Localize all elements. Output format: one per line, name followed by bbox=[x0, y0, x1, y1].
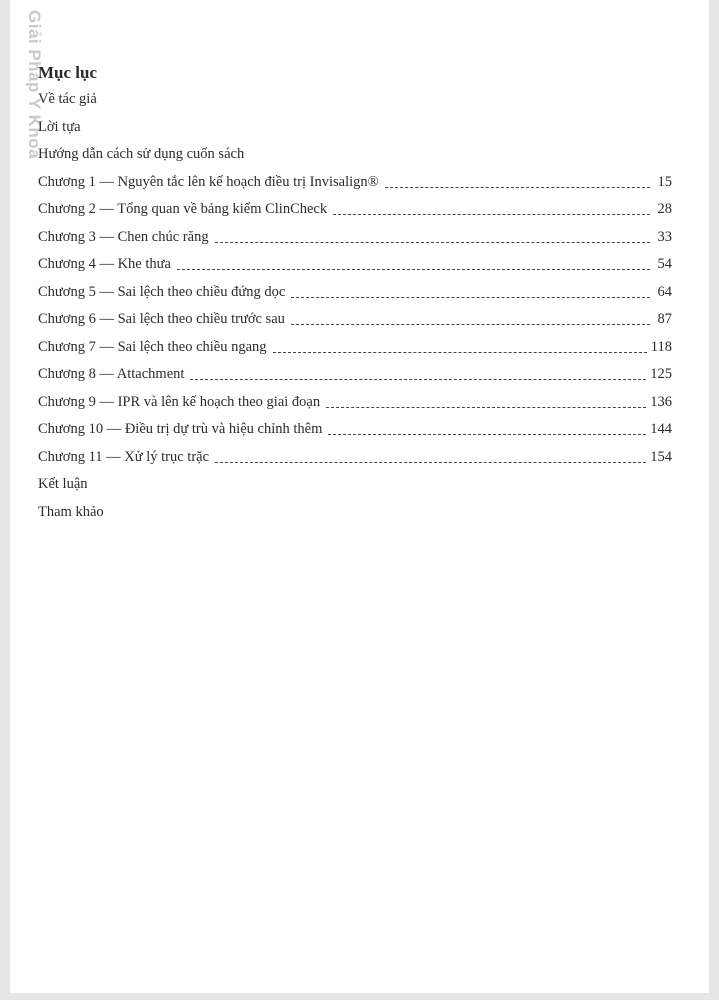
toc-entry-label: Chương 5 — Sai lệch theo chiều đứng dọc bbox=[38, 283, 286, 300]
toc-entry-conclusion bbox=[38, 471, 672, 499]
toc-entry-label: Về tác giả bbox=[38, 91, 97, 107]
toc-entry-page: 154 bbox=[650, 448, 672, 465]
toc-entry-page: 87 bbox=[657, 311, 672, 327]
toc-entry-chapter-10 bbox=[38, 416, 672, 444]
toc-entry-chapter-6 bbox=[38, 306, 672, 334]
document-page bbox=[10, 0, 709, 993]
toc-entry-page: 125 bbox=[650, 366, 672, 382]
toc-entry-page: 64 bbox=[657, 283, 672, 300]
toc-entry-label: Chương 6 — Sai lệch theo chiều trước sau bbox=[38, 311, 285, 327]
toc-entry-label: Chương 2 — Tổng quan về bảng kiểm ClinCheck bbox=[38, 201, 328, 217]
toc-entry-label: Chương 9 — IPR và lên kế hoạch theo giai đoạn bbox=[38, 393, 321, 410]
toc-entry-page: 118 bbox=[650, 338, 672, 355]
toc-entry-chapter-1 bbox=[38, 169, 672, 197]
toc-entry-chapter-9 bbox=[38, 389, 672, 417]
toc-entry-chapter-2 bbox=[38, 196, 672, 224]
toc-entry-chapter-8 bbox=[38, 361, 672, 389]
toc-entry-page: 54 bbox=[657, 256, 672, 272]
toc-entry-page: 136 bbox=[650, 393, 672, 410]
toc-entry-label: Chương 1 — Nguyên tắc lên kế hoạch điều trị Invisalign® bbox=[38, 173, 379, 190]
toc-title: Mục lục bbox=[38, 63, 98, 82]
toc-entry-chapter-4 bbox=[38, 251, 672, 279]
toc-entry-page: 28 bbox=[657, 201, 672, 217]
toc-entry-label: Chương 8 — Attachment bbox=[38, 366, 185, 382]
toc-entry-preface bbox=[38, 114, 672, 142]
watermark-text: Giải Pháp Y Khoa bbox=[25, 10, 44, 160]
dot-leader bbox=[215, 242, 650, 243]
dot-leader bbox=[273, 352, 647, 353]
toc-entry-label: Kết luận bbox=[38, 476, 88, 492]
toc-entry-label: Chương 4 — Khe thưa bbox=[38, 256, 171, 272]
dot-leader bbox=[333, 214, 650, 215]
dot-leader bbox=[326, 407, 646, 408]
toc-entry-chapter-3 bbox=[38, 224, 672, 252]
toc-entry-page: 144 bbox=[650, 421, 672, 437]
toc-entry-label: Chương 7 — Sai lệch theo chiều ngang bbox=[38, 338, 267, 355]
toc-entry-about-author bbox=[38, 86, 672, 114]
toc-entry-page: 15 bbox=[657, 173, 672, 190]
toc-entry-label: Hướng dẫn cách sử dụng cuốn sách bbox=[38, 146, 245, 162]
dot-leader bbox=[177, 269, 650, 270]
toc-entry-page: 33 bbox=[657, 228, 672, 245]
toc-entry-references bbox=[38, 499, 672, 527]
toc-entry-chapter-11 bbox=[38, 444, 672, 472]
dot-leader bbox=[291, 324, 650, 325]
toc-entry-label: Chương 11 — Xử lý trục trặc bbox=[38, 448, 210, 465]
toc-entry-label: Tham khảo bbox=[38, 503, 104, 520]
dot-leader bbox=[385, 187, 650, 188]
toc-entry-how-to-use bbox=[38, 141, 672, 169]
toc-entry-chapter-5 bbox=[38, 279, 672, 307]
toc-entry-label: Chương 10 — Điều trị dự trù và hiệu chỉnh thêm bbox=[38, 421, 323, 437]
dot-leader bbox=[215, 462, 646, 463]
dot-leader bbox=[291, 297, 650, 298]
toc-entry-label: Lời tựa bbox=[38, 118, 81, 135]
toc-entry-chapter-7 bbox=[38, 334, 672, 362]
table-of-contents bbox=[38, 60, 672, 526]
toc-entry-label: Chương 3 — Chen chúc răng bbox=[38, 228, 209, 245]
dot-leader bbox=[190, 379, 646, 380]
dot-leader bbox=[328, 434, 646, 435]
